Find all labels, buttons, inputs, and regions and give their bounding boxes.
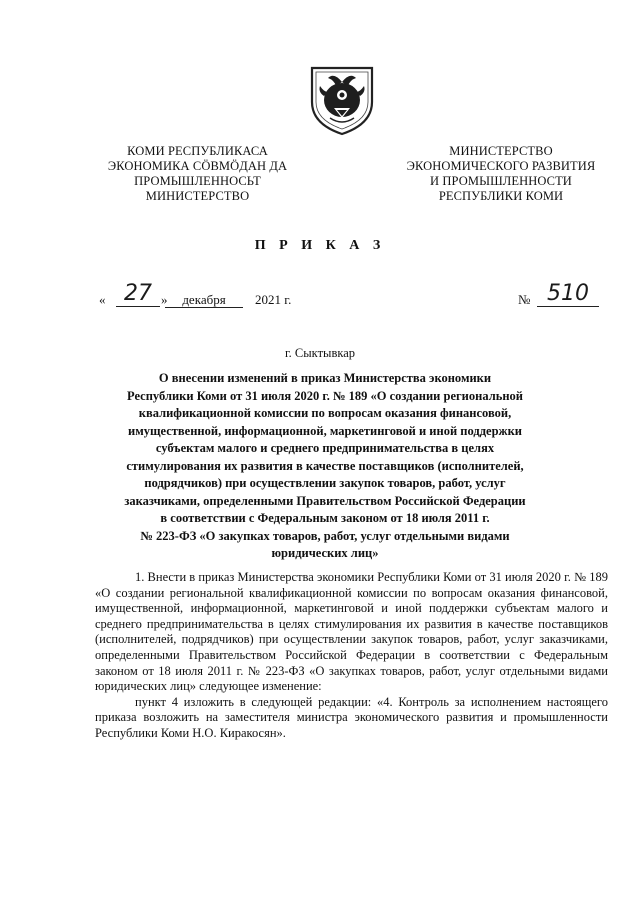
header-right-line: РЕСПУБЛИКИ КОМИ <box>438 189 564 203</box>
order-number: 510 <box>537 282 599 307</box>
header-left-line: ЭКОНОМИКА СӦВМӦДАН ДА <box>107 159 288 173</box>
subject-line: О внесении изменений в приказ Министерства экономики <box>158 371 492 385</box>
body-paragraph: 1. Внести в приказ Министерства экономики Республики Коми от 31 июля 2020 г. № 189 «О создании региональной квалификационной комиссии по вопросам оказания финансовой, имущественной, информационной, маркетинговой и иной поддержки субъектам малого и среднего предпринимательства в целях стимулирования их развития в качестве поставщиков (исполнителей, подрядчиков) при осуществлении закупок товаров, работ, услуг заказчиками, определенными Правительством Российской Федерации в соответствии с Федеральным законом от 18 июля 2011 г. № 223-ФЗ «О закупках товаров, работ, услуг отдельными видами юридических лиц» следующее изменение: <box>95 570 608 694</box>
quote-close: » <box>161 292 168 307</box>
order-day: 27 <box>116 282 160 307</box>
order-month: декабря <box>165 292 243 308</box>
subject-line: Республики Коми от 31 июля 2020 г. № 189 «О создании региональной <box>127 388 523 403</box>
komi-coat-of-arms-icon <box>304 62 380 136</box>
subject-line: стимулирования их развития в качестве поставщиков (исполнителей, <box>126 458 524 473</box>
order-body <box>95 570 608 742</box>
subject-line: № 223-ФЗ «О закупках товаров, работ, услуг отдельными видами <box>140 528 510 543</box>
header-left-line: ПРОМЫШЛЕННОСЬТ <box>134 174 261 188</box>
subject-line: в соответствии с Федеральным законом от 18 июля 2011 г. <box>160 511 490 525</box>
body-paragraph: пункт 4 изложить в следующей редакции: «4. Контроль за исполнением настоящего приказа возложить на заместителя министра экономического развития и промышленности Республики Коми Н.О. Киракосян». <box>95 694 608 740</box>
header-right-line: И ПРОМЫШЛЕННОСТИ <box>430 174 572 188</box>
header-right-line: ЭКОНОМИЧЕСКОГО РАЗВИТИЯ <box>406 159 596 173</box>
order-number-label: № <box>518 292 531 307</box>
header-left-line: МИНИСТЕРСТВО <box>145 189 250 203</box>
ministry-name-komi <box>95 144 300 204</box>
subject-line: субъектам малого и среднего предпринимательства в целях <box>155 441 495 455</box>
subject-line: подрядчиков) при осуществлении закупок товаров, работ, услуг <box>144 476 506 490</box>
subject-line: квалификационной комиссии по вопросам оказания финансовой, <box>138 406 512 420</box>
document-title: П Р И К А З <box>254 238 386 253</box>
subject-line: юридических лиц» <box>271 546 379 560</box>
issue-city: г. Сыктывкар <box>284 346 356 360</box>
order-subject <box>105 370 545 563</box>
order-date-line <box>95 282 605 312</box>
subject-line: имущественной, информационной, маркетинговой и иной поддержки <box>128 423 522 438</box>
header-right-line: МИНИСТЕРСТВО <box>449 144 553 158</box>
header-left-line: КОМИ РЕСПУБЛИКАСА <box>127 144 268 158</box>
ministry-name-russian <box>396 144 606 204</box>
order-year: 2021 г. <box>255 292 292 307</box>
subject-line: заказчиками, определенными Правительством Российской Федерации <box>124 493 526 508</box>
quote-open: « <box>99 292 106 307</box>
